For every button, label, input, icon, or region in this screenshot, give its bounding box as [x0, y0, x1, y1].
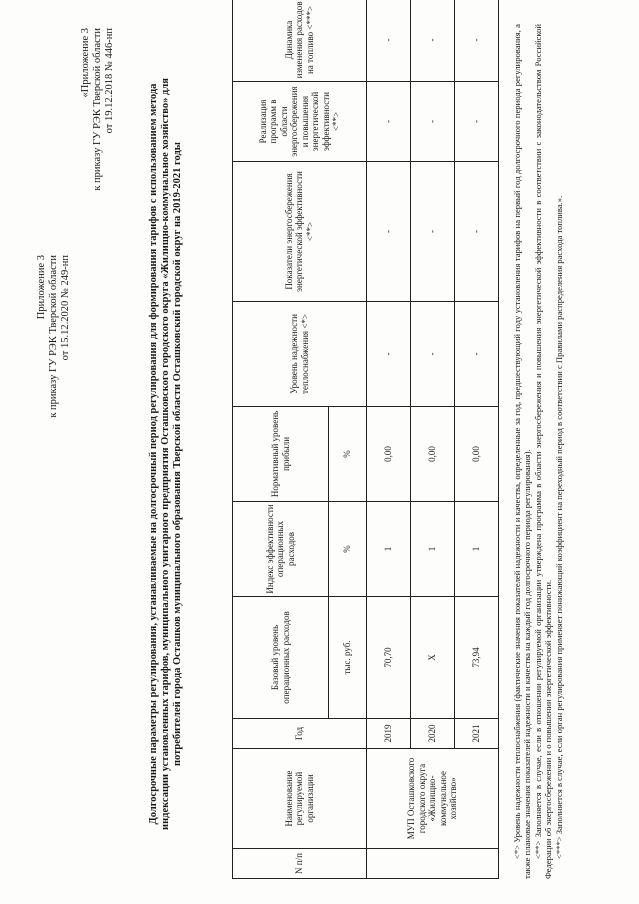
unit-profit: % [329, 406, 367, 501]
table-header-row [233, 0, 329, 879]
document-title: Долгосрочные параметры регулирования, устанавливаемые на долгосрочный период регулирования для формирования тарифов с использованием метода индексации установленных тарифов, муниципального унитарного предприятия Осташковского городского округа «Жилищно-коммунальное хозяйство» для потребителей города Осташков муниципального образования Тверской области Осташковский городской округ на 2019-2021 годы [148, 78, 183, 830]
row-num [367, 849, 499, 879]
table-row [455, 0, 499, 879]
cell-index: 1 [411, 501, 455, 596]
header-old-line1: «Приложение 3 [80, 28, 91, 98]
table-row [411, 0, 455, 879]
cell-dynamics: - [367, 0, 411, 81]
cell-year: 2021 [455, 719, 499, 749]
header-base: Базовый уровень операционных расходов [233, 596, 329, 718]
cell-reliability: - [411, 301, 455, 406]
header-new-order [36, 255, 72, 418]
header-profit: Нормативный уровень прибыли [233, 406, 329, 501]
cell-energy: - [367, 161, 411, 301]
header-old-line3: от 19.12.2018 № 446-нп [104, 28, 115, 134]
footnote-fuel-dynamics: <***> Заполняется в случае, если орган регулирования применяет понижающий коэффициент на переходный период в соответствии с Правилами распределения расхода топлива.». [553, 195, 564, 859]
cell-index: 1 [367, 501, 411, 596]
unit-base: тыс. руб. [329, 596, 367, 718]
cell-year: 2019 [367, 719, 411, 749]
header-old-line2: к приказу ГУ РЭК Тверской области [92, 28, 103, 191]
header-new-line3: от 15.12.2020 № 249-нп [60, 255, 71, 361]
header-dynamics: Динамика изменения расходов на топливо <***> [233, 0, 367, 81]
table-row [367, 0, 411, 879]
header-new-line1: Приложение 3 [36, 255, 47, 320]
header-energy: Показатели энергосбережения энергетической эффективности <**> [233, 161, 367, 301]
parameters-table [232, 0, 499, 879]
cell-base: 73,94 [455, 596, 499, 718]
header-num: N п/п [233, 849, 367, 879]
org-name: МУП Осташковского городского округа «Жилищно-коммунальное хозяйство» [367, 749, 499, 849]
unit-index: % [329, 501, 367, 596]
cell-program: - [455, 81, 499, 161]
cell-energy: - [455, 161, 499, 301]
cell-base: Х [411, 596, 455, 718]
cell-profit: 0,00 [367, 406, 411, 501]
cell-reliability: - [455, 301, 499, 406]
cell-profit: 0,00 [455, 406, 499, 501]
header-org: Наименование регулируемой организации [233, 749, 367, 849]
cell-energy: - [411, 161, 455, 301]
footnote-reliability: <*> Уровень надежности теплоснабжения (фактические значения показателей надежности и качества, определенные за год, предшествующий году установления тарифов на первый год долгосрочного периода регулирования, а также плановые значения показателей надежности и качества на каждый год долгосрочного периода регулирования). [512, 24, 533, 879]
cell-program: - [411, 81, 455, 161]
cell-dynamics: - [411, 0, 455, 81]
cell-program: - [367, 81, 411, 161]
cell-base: 70,70 [367, 596, 411, 718]
header-new-line2: к приказу ГУ РЭК Тверской области [48, 255, 59, 418]
header-program: Реализация программ в области энергосбережения и повышения энергетической эффективности <**> [233, 81, 367, 161]
header-year: Год [233, 719, 367, 749]
cell-index: 1 [455, 501, 499, 596]
footnotes [512, 24, 564, 879]
cell-dynamics: - [455, 0, 499, 81]
cell-year: 2020 [411, 719, 455, 749]
header-index: Индекс эффективности операционных расходов [233, 501, 329, 596]
footnote-energy-program: <**> Заполняется в случае, если в отношении регулируемой организации утверждена программа в области энергосбережения и повышения энергетической эффективности в соответствии с законодательством Российской Федерации об энергосбережении и о повышении энергетической эффективности. [532, 24, 554, 879]
cell-profit: 0,00 [411, 406, 455, 501]
cell-reliability: - [367, 301, 411, 406]
header-old-order [80, 28, 116, 191]
header-reliability: Уровень надежности теплоснабжения <*> [233, 301, 367, 406]
